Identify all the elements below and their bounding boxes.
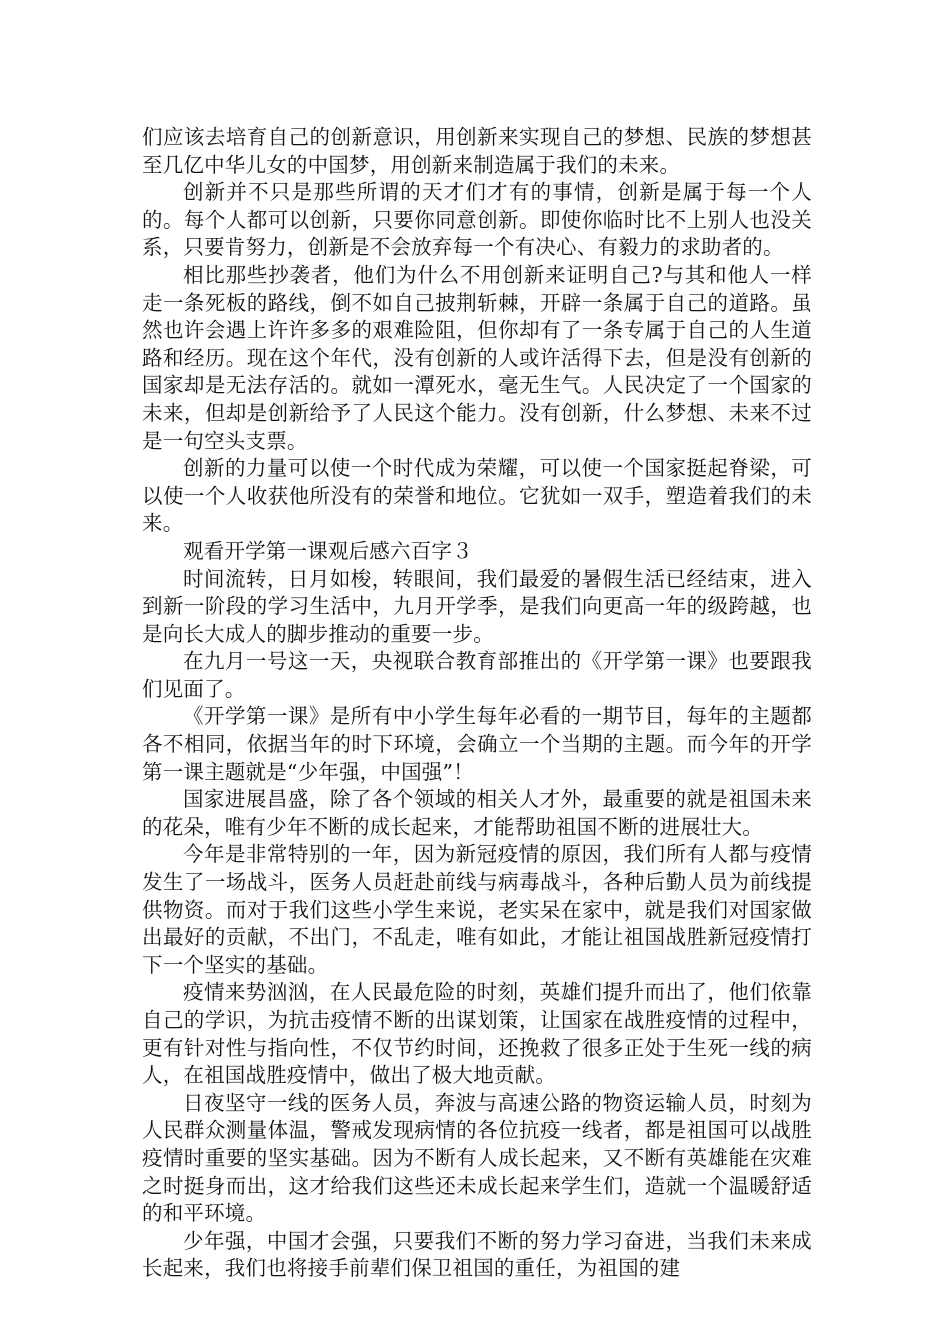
section-heading: 观看开学第一课观后感六百字３: [183, 538, 473, 563]
paragraph-11: 日夜坚守一线的医务人员，奔波与高速公路的物资运输人员，时刻为人民群众测量体温，警戒发现病情的各位抗疫一线者，都是祖国可以战胜疫情时重要的坚实基础。因为不断有人成长起来，又不断有英雄能在灾难之时挺身而出，这才给我们这些还未成长起来学生们，造就一个温暖舒适的和平环境。: [142, 1090, 812, 1226]
paragraph-6: 在九月一号这一天，央视联合教育部推出的《开学第一课》也要跟我们见面了。: [142, 649, 812, 701]
paragraph-5: 时间流转，日月如梭，转眼间，我们最爱的暑假生活已经结束，进入到新一阶段的学习生活中，九月开学季，是我们向更高一年的级跨越，也是向长大成人的脚步推动的重要一步。: [142, 566, 812, 646]
paragraph-1: 们应该去培育自己的创新意识，用创新来实现自己的梦想、民族的梦想甚至几亿中华儿女的中国梦，用创新来制造属于我们的未来。: [142, 125, 812, 177]
paragraph-12: 少年强，中国才会强，只要我们不断的努力学习奋进，当我们未来成长起来，我们也将接手前辈们保卫祖国的重任，为祖国的建: [142, 1228, 812, 1281]
paragraph-2: 创新并不只是那些所谓的天才们才有的事情，创新是属于每一个人的。每个人都可以创新，只要你同意创新。即使你临时比不上别人也没关系，只要肯努力，创新是不会放弃每一个有决心、有毅力的求助者的。: [142, 180, 812, 260]
paragraph-3: 相比那些抄袭者，他们为什么不用创新来证明自己?与其和他人一样走一条死板的路线，倒不如自己披荆斩棘，开辟一条属于自己的道路。虽然也许会遇上许许多多的艰难险阻，但你却有了一条专属于自己的人生道路和经历。现在这个年代，没有创新的人或许活得下去，但是没有创新的国家却是无法存活的。就如一潭死水，毫无生气。人民决定了一个国家的未来，但却是创新给予了人民这个能力。没有创新，什么梦想、未来不过是一句空头支票。: [142, 262, 812, 453]
paragraph-10: 疫情来势汹汹，在人民最危险的时刻，英雄们提升而出了，他们依靠自己的学识，为抗击疫情不断的出谋划策，让国家在战胜疫情的过程中，更有针对性与指向性，不仅节约时间，还挽救了很多正处于生死一线的病人，在祖国战胜疫情中，做出了极大地贡献。: [142, 980, 812, 1088]
paragraph-8: 国家进展昌盛，除了各个领域的相关人才外，最重要的就是祖国未来的花朵，唯有少年不断的成长起来，才能帮助祖国不断的进展壮大。: [142, 787, 812, 839]
paragraph-9: 今年是非常特别的一年，因为新冠疫情的原因，我们所有人都与疫情发生了一场战斗，医务人员赶赴前线与病毒战斗，各种后勤人员为前线提供物资。而对于我们这些小学生来说，老实呆在家中，就是我们对国家做出最好的贡献，不出门，不乱走，唯有如此，才能让祖国战胜新冠疫情打下一个坚实的基础。: [142, 842, 812, 977]
paragraph-4: 创新的力量可以使一个时代成为荣耀，可以使一个国家挺起脊梁，可以使一个人收获他所没有的荣誉和地位。它犹如一双手，塑造着我们的未来。: [142, 456, 812, 536]
document-body: [142, 124, 812, 1283]
paragraph-7: 《开学第一课》是所有中小学生每年必看的一期节目，每年的主题都各不相同，依据当年的时下环境，会确立一个当期的主题。而今年的开学第一课主题就是“少年强，中国强”！: [142, 704, 812, 784]
